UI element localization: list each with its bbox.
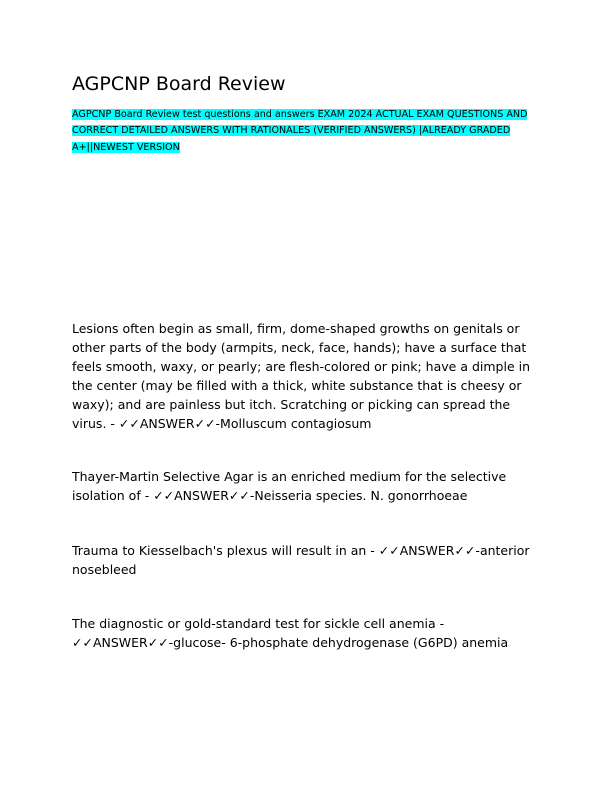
qa-item-kiesselbach: Trauma to Kiesselbach's plexus will result in an - ✓✓ANSWER✓✓-anterior nosebleed — [72, 543, 530, 577]
highlighted-subtitle-text: AGPCNP Board Review test questions and answers EXAM 2024 ACTUAL EXAM QUESTIONS AND CORRECT DETAILED ANSWERS WITH RATIONALES (VERIFIED ANSWERS) |ALREADY GRADED A+||NEWEST VERSION — [72, 109, 528, 153]
qa-item-thayer-martin: Thayer-Martin Selective Agar is an enriched medium for the selective isolation of - ✓✓ANSWER✓✓-Neisseria species. N. gonorrhoeae — [72, 469, 507, 503]
qa-item-sickle-cell: The diagnostic or gold-standard test for sickle cell anemia - ✓✓ANSWER✓✓-glucose- 6-phosphate dehydrogenase (G6PD) anemia — [72, 616, 509, 650]
document-title: AGPCNP Board Review — [72, 73, 286, 95]
qa-item-molluscum: Lesions often begin as small, firm, dome-shaped growths on genitals or other parts of the body (armpits, neck, face, hands); have a surface that feels smooth, waxy, or pearly; are flesh-colored or pink; have a dimple in the center (may be filled with a thick, white substance that is cheesy or waxy); and are painless but itch. Scratching or picking can spread the virus. - ✓✓ANSWER✓✓-Molluscum contagiosum — [72, 321, 531, 431]
document-subtitle — [72, 107, 542, 156]
